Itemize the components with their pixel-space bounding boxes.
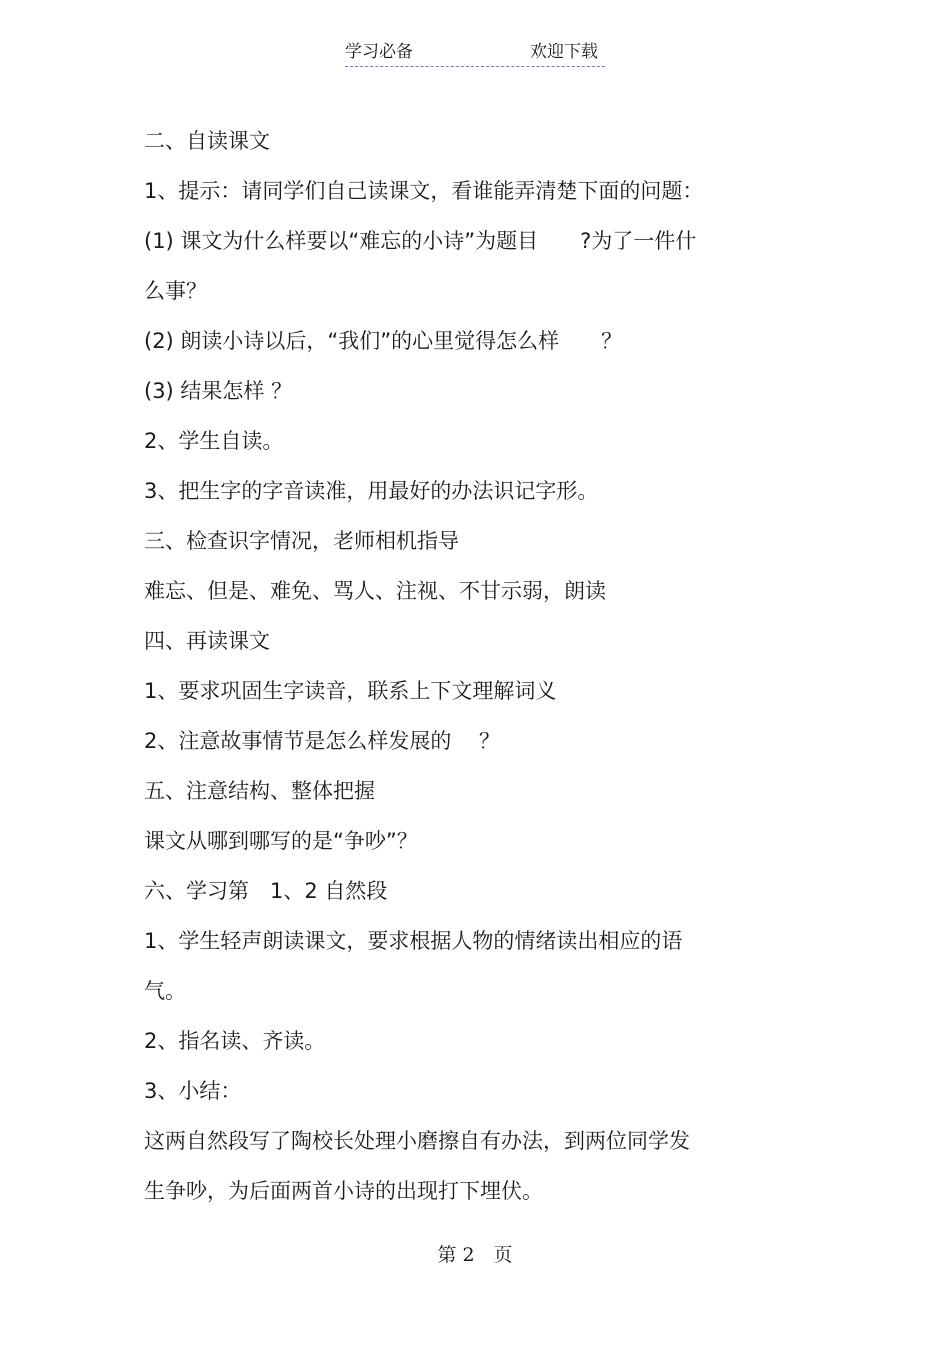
text-line: 2、学生自读。 [144,429,284,453]
text-line: (2) 朗读小诗以后，“我们”的心里觉得怎么样 ？ [144,329,623,353]
document-body [144,116,824,1216]
text-line: 气。 [144,979,186,1003]
page-number: 第 2 页 [437,1244,513,1266]
text-line: 1、提示：请同学们自己读课文，看谁能弄清楚下面的问题： [144,179,704,203]
text-line: 1、要求巩固生字读音，联系上下文理解词义 [144,679,557,703]
text-line: 2、指名读、齐读。 [144,1029,326,1053]
text-line: 这两自然段写了陶校长处理小磨擦自有办法，到两位同学发 [144,1129,690,1153]
header-right-text: 欢迎下载 [530,42,598,62]
text-line: 2、注意故事情节是怎么样发展的 ？ [144,729,501,753]
text-line: 3、把生字的字音读准，用最好的办法识记字形。 [144,479,599,503]
text-line: 难忘、但是、难免、骂人、注视、不甘示弱，朗读 [144,579,606,603]
page-header [345,40,605,67]
text-line: 么事？ [144,279,207,303]
section-heading: 三、检查识字情况，老师相机指导 [144,529,459,553]
text-line: (1) 课文为什么样要以“难忘的小诗”为题目 ?为了一件什 [144,229,697,253]
section-heading: 六、学习第 1、2 自然段 [144,879,388,903]
section-heading: 二、自读课文 [144,129,270,153]
text-line: 1、学生轻声朗读课文，要求根据人物的情绪读出相应的语 [144,929,683,953]
header-left-text: 学习必备 [345,42,413,62]
section-heading: 五、注意结构、整体把握 [144,779,375,803]
text-line: 3、小结： [144,1079,242,1103]
text-line: 课文从哪到哪写的是“争吵”？ [144,829,418,853]
text-line: 生争吵，为后面两首小诗的出现打下埋伏。 [144,1179,543,1203]
text-line: (3) 结果怎样 ？ [144,379,293,403]
section-heading: 四、再读课文 [144,629,270,653]
